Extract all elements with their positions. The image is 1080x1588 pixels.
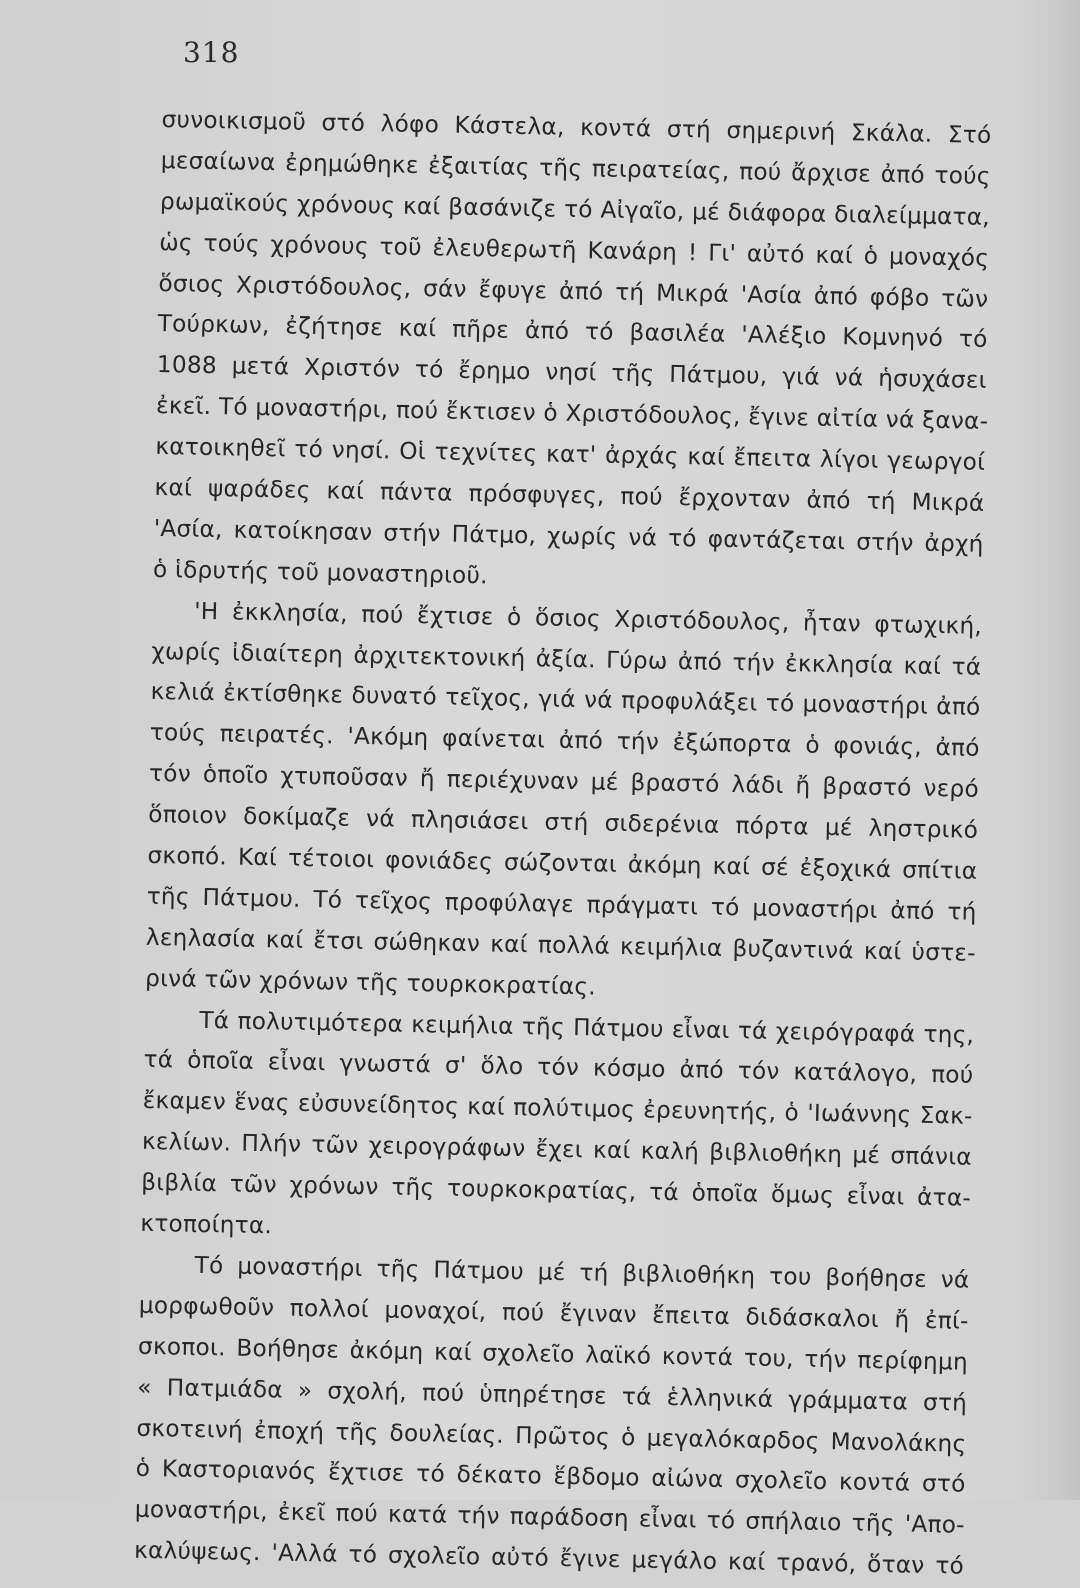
text-line: ὁ ἱδρυτής τοῦ μοναστηριοῦ. <box>152 555 489 590</box>
text-line: Τούρκων, ἐζήτησε καί πῆρε ἀπό τό βασιλέα 'Αλέξιο Κομνηνό τό <box>157 310 988 354</box>
text-line: ἔκαμεν ἕνας εὐσυνείδητος καί πολύτιμος ἐρευνητής, ὁ 'Ιωάννης Σακ- <box>142 1087 973 1131</box>
text-line: τῆς Πάτμου. Τό τεῖχος προφύλαγε πράγματι τό μοναστήρι ἀπό τή <box>146 882 977 926</box>
text-line: μοναστήρι, ἐκεῖ πού κατά τήν παράδοση εἶναι τό σπήλαιο τῆς 'Απο- <box>134 1496 966 1539</box>
paragraph-start-line: Τά πολυτιμότερα κειμήλια τῆς Πάτμου εἶναι τά χειρόγραφά της, <box>199 1006 975 1049</box>
page-number: 318 <box>183 36 240 69</box>
page-edge-shadow <box>1010 0 1080 1500</box>
text-line: κτοποίητα. <box>140 1209 273 1240</box>
text-line: σκοποι. Βοήθησε ἀκόμη καί σχολεῖο λαϊκό κοντά του, τήν περίφημη <box>137 1332 969 1376</box>
text-line: ὅποιον δοκίμαζε νά πλησιάσει στή σιδερένια πόρτα μέ ληστρικό <box>148 801 979 844</box>
text-line: τούς πειρατές. 'Ακόμη φαίνεται ἀπό τήν ἐξώπορτα ὁ φονιάς, ἀπό <box>149 719 980 763</box>
text-line: καί ψαράδες καί πάντα πρόσφυγες, πού ἔρχονταν ἀπό τή Μικρά <box>154 473 985 517</box>
text-line: μορφωθοῦν πολλοί μοναχοί, πού ἔγιναν ἔπειτα διδάσκαλοι ἤ ἐπί- <box>138 1291 969 1335</box>
text-line: σκοτεινή ἐποχή τῆς δουλείας. Πρῶτος ὁ μεγαλόκαρδος Μανολάκης <box>136 1414 967 1458</box>
text-line: ρωμαϊκούς χρόνους καί βασάνιζε τό Αἰγαῖο, μέ διάφορα διαλείμματα, <box>159 187 991 231</box>
text-line: ὡς τούς χρόνους τοῦ ἐλευθερωτῆ Κανάρη ! Γι' αὐτό καί ὁ μοναχός <box>159 228 990 272</box>
text-line: κελίων. Πλήν τῶν χειρογράφων ἔχει καί καλή βιβλιοθήκη μέ σπάνια <box>141 1128 973 1172</box>
text-line: χωρίς ἰδιαίτερη ἀρχιτεκτονική ἀξία. Γύρω ἀπό τήν ἐκκλησία καί τά <box>151 637 982 681</box>
body-text <box>134 100 992 1588</box>
text-line: ρινά τῶν χρόνων τῆς τουρκοκρατίας. <box>144 964 597 1001</box>
text-line: κατοικηθεῖ τό νησί. Οἱ τεχνίτες κατ' ἀρχάς καί ἔπειτα λίγοι γεωργοί <box>155 433 986 476</box>
text-line: ὁ Καστοριανός ἔχτισε τό δέκατο ἕβδομο αἰώνα σχολεῖο κοντά στό <box>135 1455 966 1499</box>
text-line: βιβλία τῶν χρόνων τῆς τουρκοκρατίας, τά ὁποῖα ὅμως εἶναι ἀτα- <box>140 1168 972 1212</box>
text-line: κελιά ἐκτίσθηκε δυνατό τεῖχος, γιά νά προφυλάξει τό μοναστήρι ἀπό <box>150 678 981 722</box>
paragraph-start-line: 'Η ἐκκλησία, πού ἔχτισε ὁ ὅσιος Χριστόδουλος, ἦταν φτωχική, <box>193 597 983 640</box>
text-line: 1088 μετά Χριστόν τό ἔρημο νησί τῆς Πάτμου, γιά νά ἡσυχάσει <box>156 351 988 395</box>
text-line: τά ὁποῖα εἶναι γνωστά σ' ὅλο τόν κόσμο ἀπό τόν κατάλογο, πού <box>143 1046 974 1090</box>
text-line: ἐκεῖ. Τό μοναστήρι, πού ἔκτισεν ὁ Χριστόδουλος, ἔγινε αἰτία νά ξανα- <box>155 392 989 436</box>
text-line: ὅσιος Χριστόδουλος, σάν ἔφυγε ἀπό τή Μικρά 'Ασία ἀπό φόβο τῶν <box>158 269 989 313</box>
text-line: καλύψεως. 'Αλλά τό σχολεῖο αὐτό ἔγινε μεγάλο καί τρανό, ὅταν τό <box>133 1536 965 1580</box>
text-line: 'Ασία, κατοίκησαν στήν Πάτμο, χωρίς νά τό φαντάζεται στήν ἀρχή <box>153 514 984 558</box>
text-line: μεσαίωνα ἐρημώθηκε ἐξαιτίας τῆς πειρατείας, πού ἄρχισε ἀπό τούς <box>160 146 991 190</box>
text-line: λεηλασία καί ἔτσι σώθηκαν καί πολλά κειμήλια βυζαντινά καί ὑστε- <box>145 923 977 967</box>
text-line: τόν ὁποῖο χτυποῦσαν ἤ περιέχυναν μέ βραστό λάδι ἤ βραστό νερό <box>148 760 980 804</box>
text-line: « Πατμιάδα » σχολή, πού ὑπηρέτησε τά ἑλληνικά γράμματα στή <box>137 1373 968 1417</box>
text-line: συνοικισμοῦ στό λόφο Κάστελα, κοντά στή σημερινή Σκάλα. Στό <box>161 105 992 149</box>
text-line: σκοπό. Καί τέτοιοι φονιάδες σώζονται ἀκόμη καί σέ ἐξοχικά σπίτια <box>147 841 978 885</box>
paragraph-start-line: Τό μοναστήρι τῆς Πάτμου μέ τή βιβλιοθήκη του βοήθησε νά <box>194 1251 970 1294</box>
